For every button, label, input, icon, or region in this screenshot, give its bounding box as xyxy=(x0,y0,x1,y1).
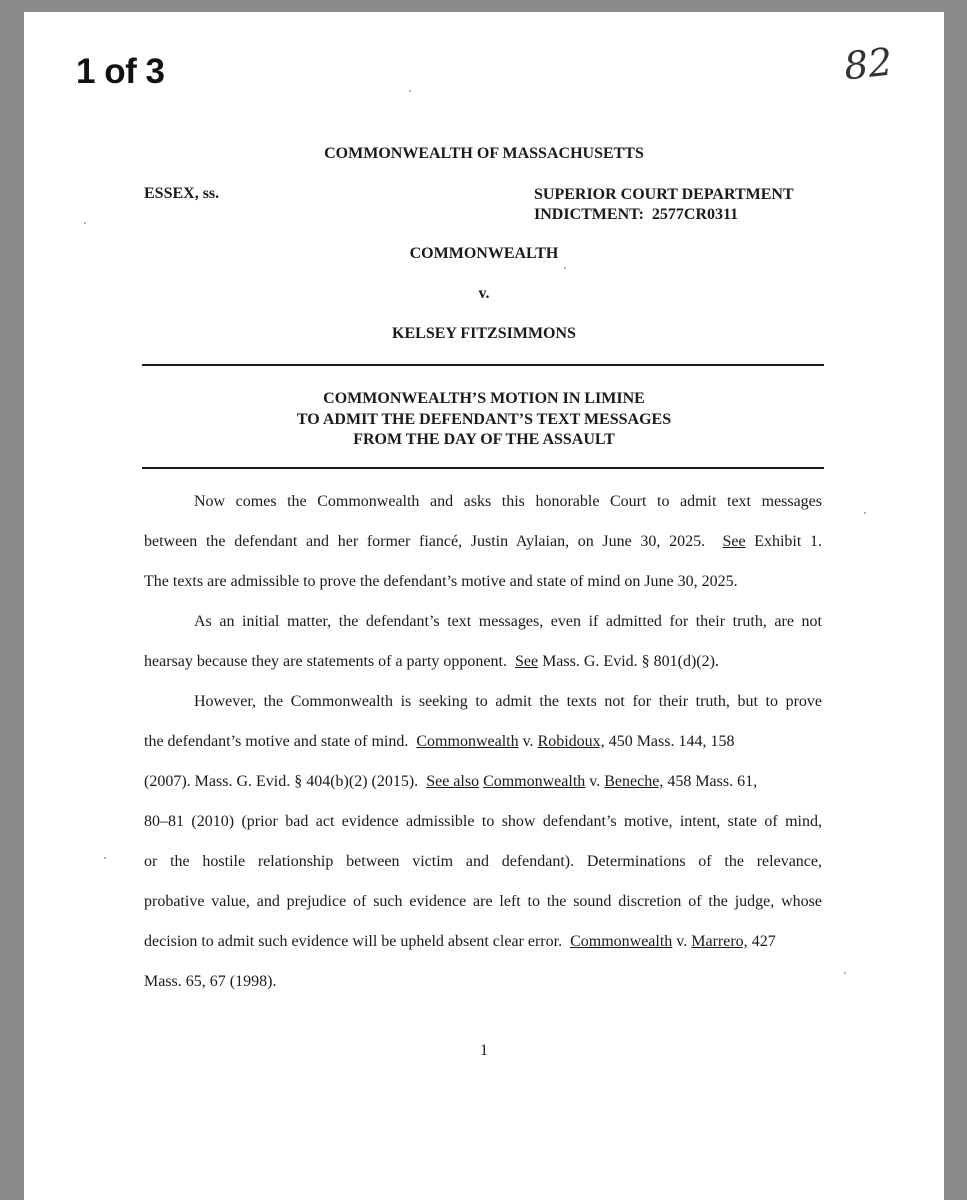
text-span: v. xyxy=(518,733,538,750)
text-line xyxy=(144,762,822,802)
text-span: hearsay because they are statements of a party opponent. xyxy=(144,653,515,670)
case-name: Commonwealth xyxy=(570,933,673,950)
document-page xyxy=(24,12,944,1200)
defendant-name: KELSEY FITZSIMMONS xyxy=(392,325,576,342)
scan-speck xyxy=(84,222,86,224)
text-line: or the hostile relationship between victim and defendant). Determinations of the relevance, xyxy=(144,853,822,870)
text-span: 458 Mass. 61, xyxy=(663,773,758,790)
paragraph-1 xyxy=(144,482,822,602)
text-span: v. xyxy=(585,773,605,790)
text-span: decision to admit such evidence will be upheld absent clear error. xyxy=(144,933,571,950)
motion-title-line-2: TO ADMIT THE DEFENDANT’S TEXT MESSAGES xyxy=(296,410,672,428)
text-line xyxy=(144,922,822,962)
scan-speck xyxy=(864,512,866,514)
citation-signal: See xyxy=(722,533,746,550)
page-number: 1 xyxy=(480,1042,488,1059)
indictment-number: INDICTMENT: 2577CR0311 xyxy=(534,206,739,223)
text-line: Mass. 65, 67 (1998). xyxy=(144,973,277,990)
plaintiff-name: COMMONWEALTH xyxy=(409,245,559,262)
bottom-divider xyxy=(142,467,824,469)
text-line: As an initial matter, the defendant’s text messages, even if admitted for their truth, are not xyxy=(194,613,822,630)
case-name: Commonwealth xyxy=(416,733,519,750)
text-span: 450 Mass. 144, 158 xyxy=(604,733,735,750)
scan-speck xyxy=(409,90,411,92)
text-span: (2007). Mass. G. Evid. § 404(b)(2) (2015). xyxy=(144,773,427,790)
case-name: Robidoux, xyxy=(537,733,605,750)
state-heading: COMMONWEALTH OF MASSACHUSETTS xyxy=(324,145,644,162)
versus-label: v. xyxy=(478,285,490,302)
case-name: Beneche, xyxy=(604,773,664,790)
text-line: 80–81 (2010) (prior bad act evidence admissible to show defendant’s motive, intent, state of mind, xyxy=(144,813,822,830)
top-divider xyxy=(142,364,824,366)
text-span: between the defendant and her former fiancé, Justin Aylaian, on June 30, 2025. xyxy=(144,533,723,550)
text-line xyxy=(144,722,822,762)
text-line xyxy=(144,522,822,562)
county-label: ESSEX, ss. xyxy=(144,185,220,202)
scan-speck xyxy=(844,972,846,974)
text-line: Now comes the Commonwealth and asks this honorable Court to admit text messages xyxy=(194,493,822,510)
text-line: probative value, and prejudice of such evidence are left to the sound discretion of the judge, whose xyxy=(144,893,822,910)
motion-title xyxy=(24,389,944,451)
text-span: v. xyxy=(672,933,692,950)
text-span: Mass. G. Evid. § 801(d)(2). xyxy=(538,653,719,670)
text-line: The texts are admissible to prove the defendant’s motive and state of mind on June 30, 2025. xyxy=(144,573,738,590)
citation-signal: See xyxy=(514,653,539,670)
case-name: Marrero, xyxy=(691,933,748,950)
scan-speck xyxy=(104,857,106,859)
handwritten-page-number: 82 xyxy=(841,39,895,89)
citation-signal: See also xyxy=(426,773,480,790)
text-line xyxy=(144,642,822,682)
paragraph-3 xyxy=(144,682,822,1002)
scan-speck xyxy=(564,267,566,269)
text-span: Exhibit 1. xyxy=(745,533,822,550)
text-span: the defendant’s motive and state of mind. xyxy=(144,733,417,750)
text-line: However, the Commonwealth is seeking to admit the texts not for their truth, but to prove xyxy=(194,693,822,710)
court-name: SUPERIOR COURT DEPARTMENT xyxy=(534,186,794,203)
text-span: 427 xyxy=(747,933,776,950)
case-name: Commonwealth xyxy=(483,773,586,790)
court-info xyxy=(534,185,794,225)
motion-title-line-3: FROM THE DAY OF THE ASSAULT xyxy=(353,431,615,448)
page-counter: 1 of 3 xyxy=(76,52,165,91)
paragraph-2 xyxy=(144,602,822,682)
motion-title-line-1: COMMONWEALTH’S MOTION IN LIMINE xyxy=(323,390,645,407)
